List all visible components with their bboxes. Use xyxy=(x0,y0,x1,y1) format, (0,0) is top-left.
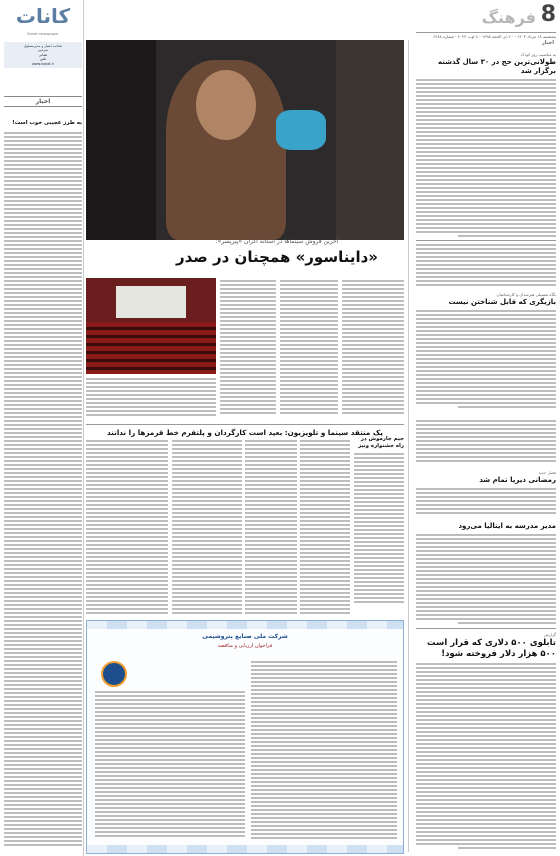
cinema-article-col-1 xyxy=(342,280,404,420)
kanat-logo-sub: Kanat newspaper xyxy=(27,32,59,36)
ad-title: شرکت ملی صنایع پتروشیمی xyxy=(202,633,288,640)
ad-subtitle: فراخوان ارزیابی و مناقصه xyxy=(217,643,273,649)
kicker: فصل جدید xyxy=(538,470,556,475)
publisher-info-line: صاحب امتیاز و مدیرمسئول xyxy=(23,44,63,48)
kicker: گزارش xyxy=(543,632,556,637)
cinema-article-col-3 xyxy=(220,280,276,420)
right-filler-body xyxy=(416,244,556,290)
ad-body-right xyxy=(251,661,397,841)
masthead xyxy=(416,2,556,50)
critic-col-3 xyxy=(172,440,242,618)
page-number: 8 xyxy=(540,2,556,27)
divider xyxy=(86,424,404,425)
divider xyxy=(416,240,556,241)
publisher-info-line: سردبیر xyxy=(37,48,49,53)
publisher-info-line: نشانی xyxy=(38,52,48,57)
ad-body-left xyxy=(95,691,245,841)
right-article-1 xyxy=(416,52,556,238)
kanat-logo: کانات xyxy=(15,4,71,28)
critic-col-4 xyxy=(86,440,168,618)
section-title: فرهنگ xyxy=(481,8,536,27)
publisher-info-box xyxy=(4,42,82,68)
dateline: پنجشنبه ۱۸ مرداد ۱۴۰۳ - ۲۰ ذی الحجه ۱۴۴۵ - ۸ اوت ۲۰۲۴ - شماره ۶۲۸۸ xyxy=(416,32,556,39)
divider xyxy=(416,628,556,629)
cinema-kicker: آخرین فروش سینماها در آستانه اکران «پیرپسر»: xyxy=(215,238,339,245)
right-article-3 xyxy=(416,470,556,520)
right-article-2 xyxy=(416,292,556,416)
ad-ribbon-top xyxy=(87,621,403,629)
critic-headline: یک منتقد سینما و تلویزیون: بعید است کارگردان و پلتفرم خط قرمزها را ندانند xyxy=(107,428,383,437)
left-headline: به طرز عجیبی خوب است! xyxy=(12,120,82,126)
headline: بازیگری که قابل شناختن نیست xyxy=(448,298,556,306)
headline: طولانی‌ترین حج در ۳۰ سال گذشته برگزار شد xyxy=(438,58,556,75)
publisher-info-line[interactable]: www.kanat.ir xyxy=(31,61,55,66)
publisher-info-line: تلفن xyxy=(39,57,47,62)
left-section-label: اخبار xyxy=(4,96,82,107)
kicker: به مناسبت روز کودک xyxy=(520,52,556,57)
kicker: نگاه تفصیلی هنرمندان و کارشناسان xyxy=(496,292,556,297)
section-label: اخبار xyxy=(541,40,554,46)
ad-ribbon-bottom xyxy=(87,845,403,853)
critic-col-2 xyxy=(245,440,297,618)
cinema-headline: «دایناسور» همچنان در صدر xyxy=(175,248,379,266)
column-rule xyxy=(408,40,409,852)
cinema-article-col-4 xyxy=(86,378,216,420)
headline: رمضانی دیرپا تمام شد xyxy=(479,476,556,484)
headline: تابلوی ۵۰۰ دلاری که قرار است ۵۰۰ هزار دلار فروخته شود! xyxy=(427,638,556,659)
critic-col-1 xyxy=(300,440,350,618)
right-article-5 xyxy=(416,632,556,852)
left-article-body xyxy=(4,132,82,848)
child-photo xyxy=(86,40,404,240)
cinema-article-col-2 xyxy=(280,280,338,420)
petrochemical-ad xyxy=(86,620,404,854)
right-article-4 xyxy=(416,522,556,626)
ad-logo-icon xyxy=(101,661,127,687)
jarmusch-article xyxy=(354,436,404,618)
headline: مدیر مدرسه به ایتالیا می‌رود xyxy=(458,522,556,530)
cinema-hall-photo xyxy=(86,278,216,374)
jarmusch-headline: جیم جارموش در راه جشنواره ونیز xyxy=(358,436,404,449)
right-filler-body-2 xyxy=(416,420,556,468)
